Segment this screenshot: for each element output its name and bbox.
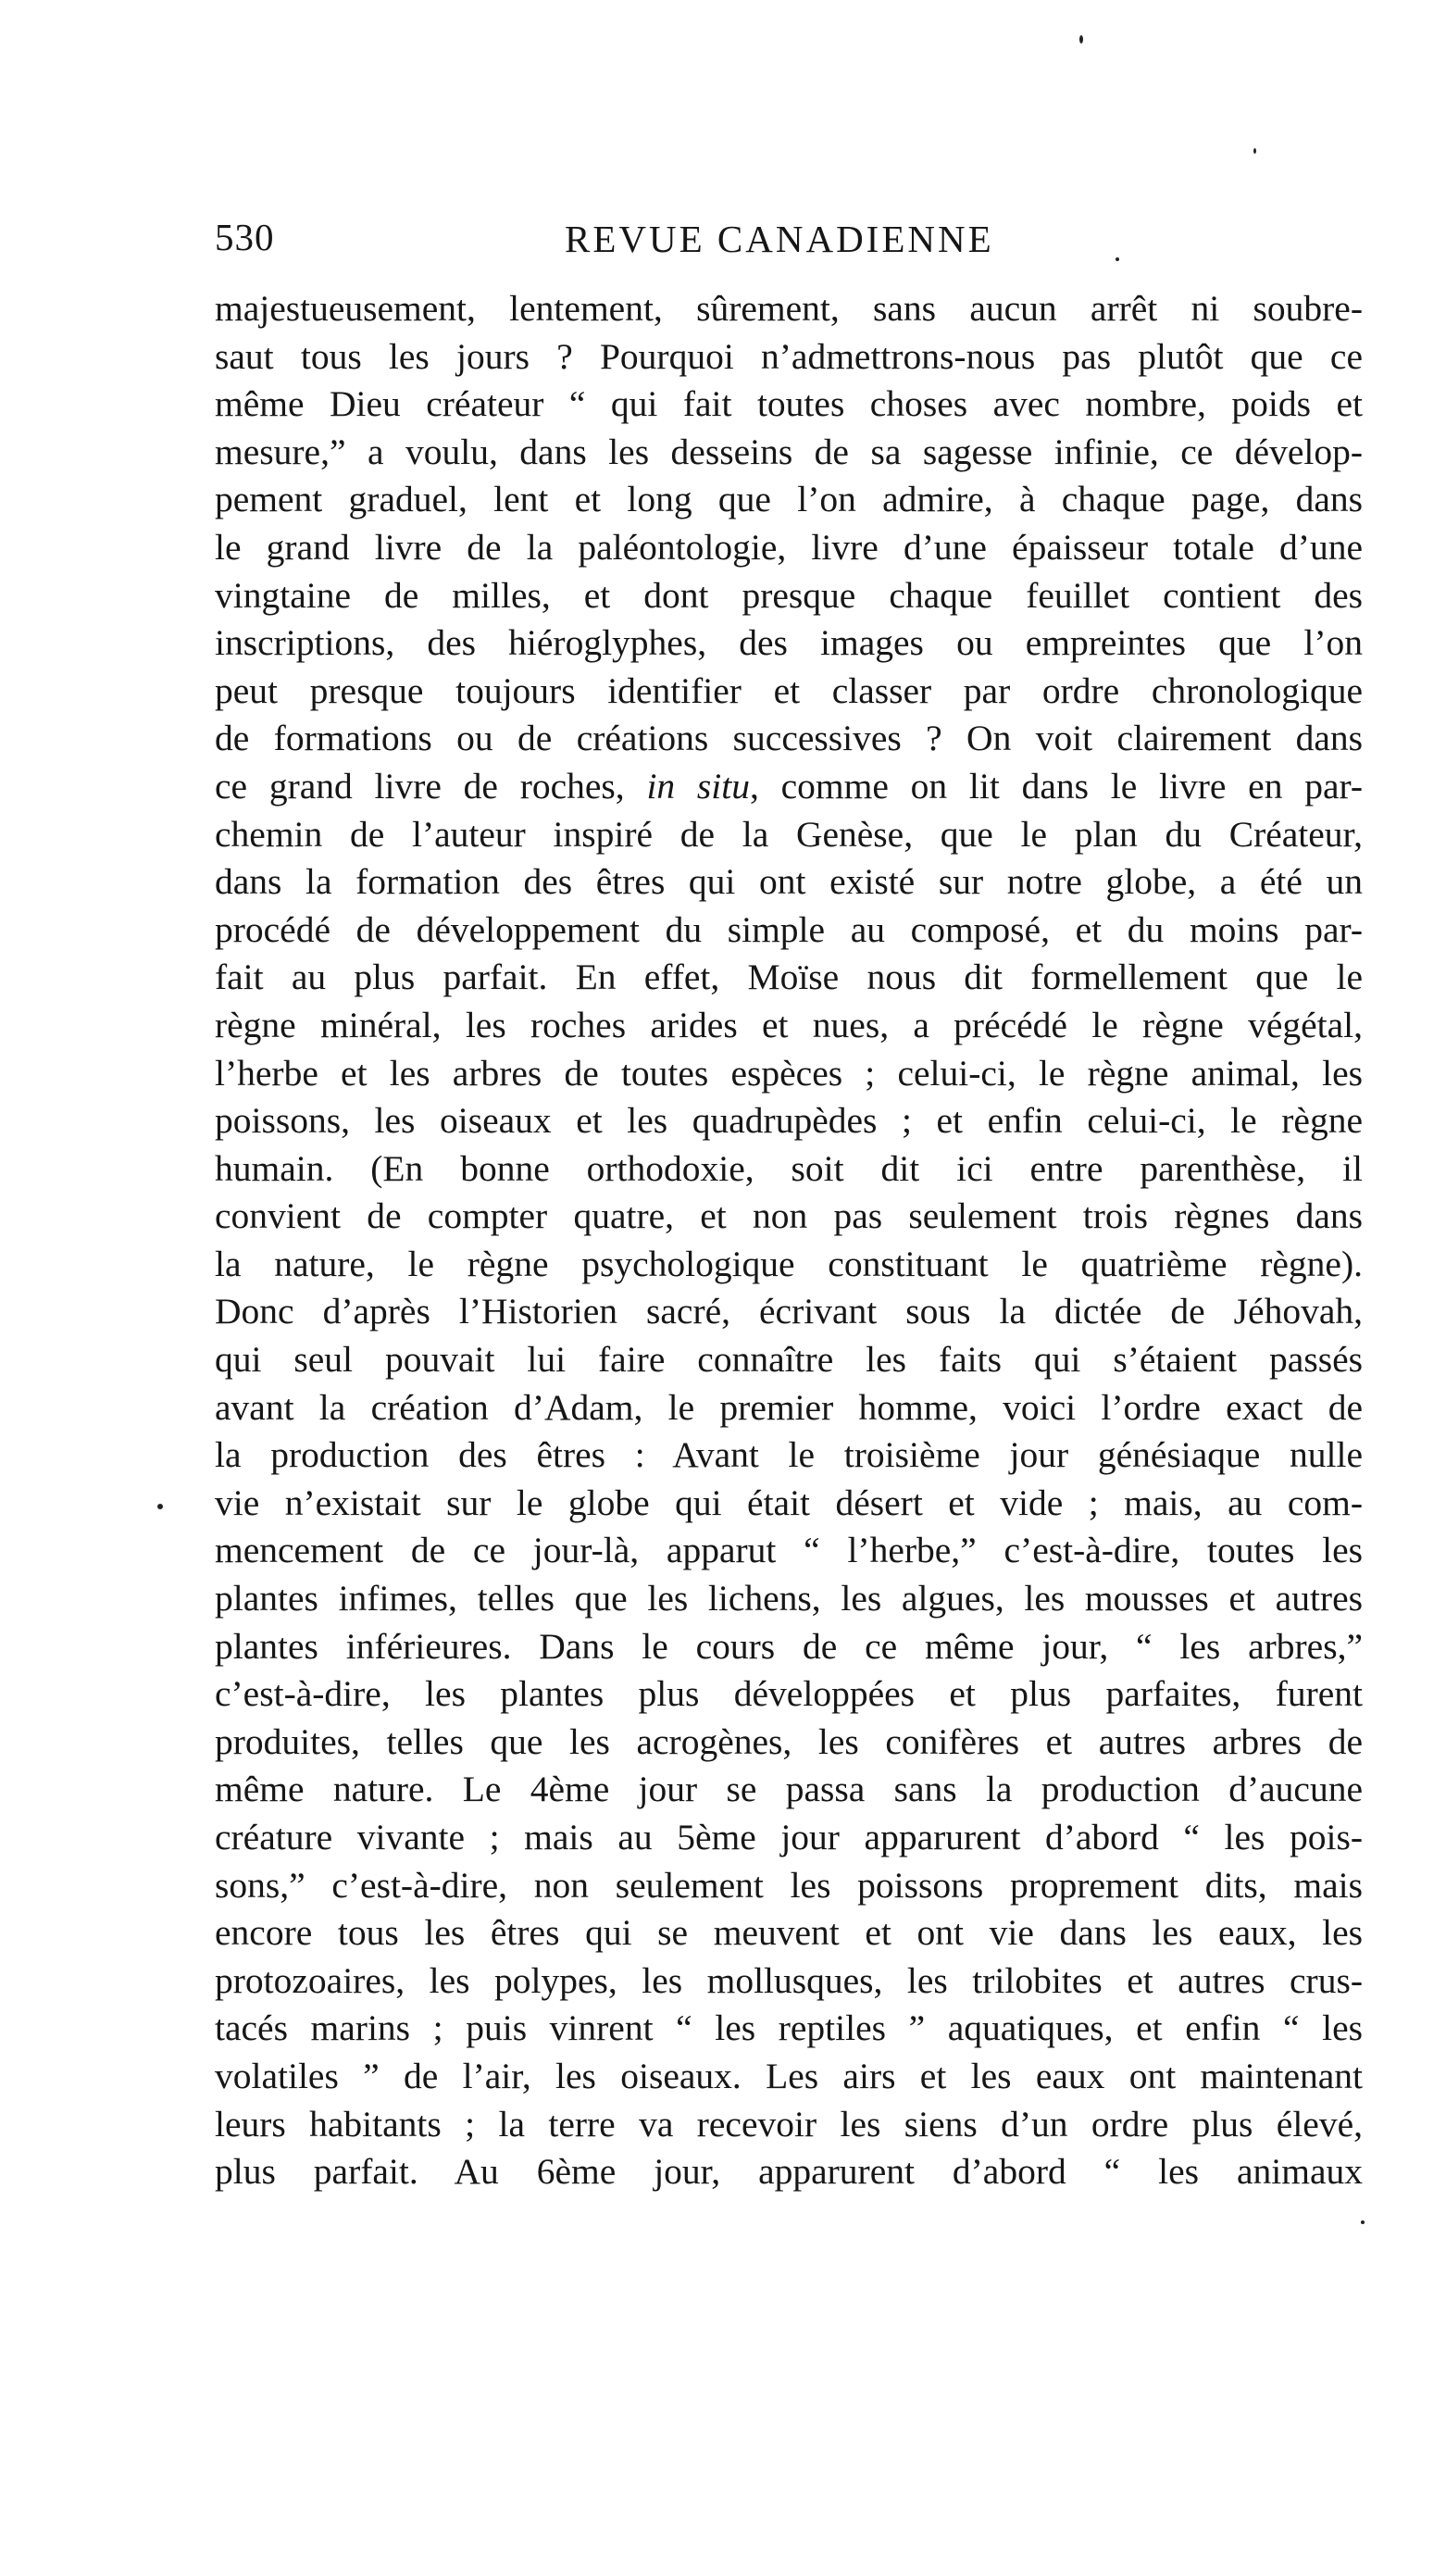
scan-speck	[1253, 148, 1256, 154]
text-line: vingtaine de milles, et dont presque chaque feuillet contient des	[215, 574, 1363, 616]
text-line: leurs habitants ; la terre va recevoir les siens d’un ordre plus élevé,	[215, 2103, 1363, 2145]
scan-speck	[1361, 2220, 1365, 2224]
text-line: qui seul pouvait lui faire connaître les faits qui s’étaient passés	[215, 1339, 1363, 1381]
text-line: Donc d’après l’Historien sacré, écrivant sous la dictée de Jéhovah,	[215, 1291, 1363, 1332]
text-line: volatiles ” de l’air, les oiseaux. Les airs et les eaux ont maintenant	[215, 2055, 1363, 2096]
text-line: la production des êtres : Avant le troisième jour génésiaque nulle	[215, 1434, 1363, 1476]
italic-phrase: in situ	[646, 765, 750, 807]
text-line: procédé de développement du simple au composé, et du moins par-	[215, 908, 1363, 950]
text-line: créature vivante ; mais au 5ème jour apparurent d’abord “ les pois-	[215, 1817, 1363, 1857]
text-line: saut tous les jours ? Pourquoi n’admettrons-nous pas plutôt que ce	[215, 335, 1363, 377]
text-line: pement graduel, lent et long que l’on admire, à chaque page, dans	[215, 479, 1363, 520]
text-line: même nature. Le 4ème jour se passa sans la production d’aucune	[215, 1769, 1363, 1810]
text-line: la nature, le règne psychologique constituant le quatrième règne).	[215, 1243, 1363, 1284]
text-line: le grand livre de la paléontologie, livre d’une épaisseur totale d’une	[215, 526, 1363, 568]
text-line: convient de compter quatre, et non pas seulement trois règnes dans	[215, 1195, 1363, 1237]
text-line: produites, telles que les acrogènes, les conifères et autres arbres de	[215, 1720, 1363, 1762]
text-line: sons,” c’est-à-dire, non seulement les poissons proprement dits, mais	[215, 1864, 1363, 1906]
text-line: mesure,” a voulu, dans les desseins de sa sagesse infinie, ce dévelop-	[215, 431, 1363, 472]
text-line: c’est-à-dire, les plantes plus développées et plus parfaites, furent	[215, 1673, 1363, 1715]
text-line: tacés marins ; puis vinrent “ les reptiles ” aquatiques, et enfin “ les	[215, 2007, 1363, 2049]
text-line: protozoaires, les polypes, les mollusques, les trilobites et autres crus-	[215, 1959, 1363, 2001]
text-line: majestueusement, lentement, sûrement, sans aucun arrêt ni soubre-	[215, 288, 1363, 329]
text-line: règne minéral, les roches arides et nues, a précédé le règne végétal,	[215, 1004, 1363, 1045]
running-title: REVUE CANADIENNE	[565, 218, 994, 260]
scan-speck	[157, 1504, 163, 1509]
text-line: plantes infimes, telles que les lichens, les algues, les mousses et autres	[215, 1578, 1363, 1619]
scan-speck	[1116, 257, 1119, 261]
body-paragraph	[215, 285, 1363, 2196]
text-line: fait au plus parfait. En effet, Moïse nous dit formellement que le	[215, 957, 1363, 998]
text-line: même Dieu créateur “ qui fait toutes choses avec nombre, poids et	[215, 383, 1363, 425]
text-line: inscriptions, des hiéroglyphes, des images ou empreintes que l’on	[215, 622, 1363, 664]
page-header	[215, 215, 1363, 270]
text-line: humain. (En bonne orthodoxie, soit dit ici entre parenthèse, il	[215, 1147, 1363, 1189]
text-line: poissons, les oiseaux et les quadrupèdes ; et enfin celui-ci, le règne	[215, 1100, 1363, 1142]
text-line: mencement de ce jour-là, apparut “ l’herbe,” c’est-à-dire, toutes les	[215, 1530, 1363, 1571]
text-line: vie n’existait sur le globe qui était désert et vide ; mais, au com-	[215, 1482, 1363, 1523]
text-line: avant la création d’Adam, le premier homme, voici l’ordre exact de	[215, 1386, 1363, 1428]
text-line: de formations ou de créations successives ? On voit clairement dans	[215, 718, 1363, 759]
text-line: l’herbe et les arbres de toutes espèces ; celui-ci, le règne animal, les	[215, 1052, 1363, 1094]
text-line: chemin de l’auteur inspiré de la Genèse, que le plan du Créateur,	[215, 813, 1363, 855]
text-line: peut presque toujours identifier et classer par ordre chronologique	[215, 669, 1363, 711]
scan-speck	[1079, 35, 1083, 44]
text-line: ce grand livre de roches, in situ, comme on lit dans le livre en par-	[215, 765, 1364, 807]
text-line: encore tous les êtres qui se meuvent et ont vie dans les eaux, les	[215, 1912, 1363, 1954]
page-number: 530	[215, 216, 275, 258]
text-line: dans la formation des êtres qui ont existé sur notre globe, a été un	[215, 861, 1363, 903]
text-line: plantes inférieures. Dans le cours de ce même jour, “ les arbres,”	[215, 1625, 1363, 1667]
text-line: plus parfait. Au 6ème jour, apparurent d’abord “ les animaux	[215, 2151, 1363, 2193]
